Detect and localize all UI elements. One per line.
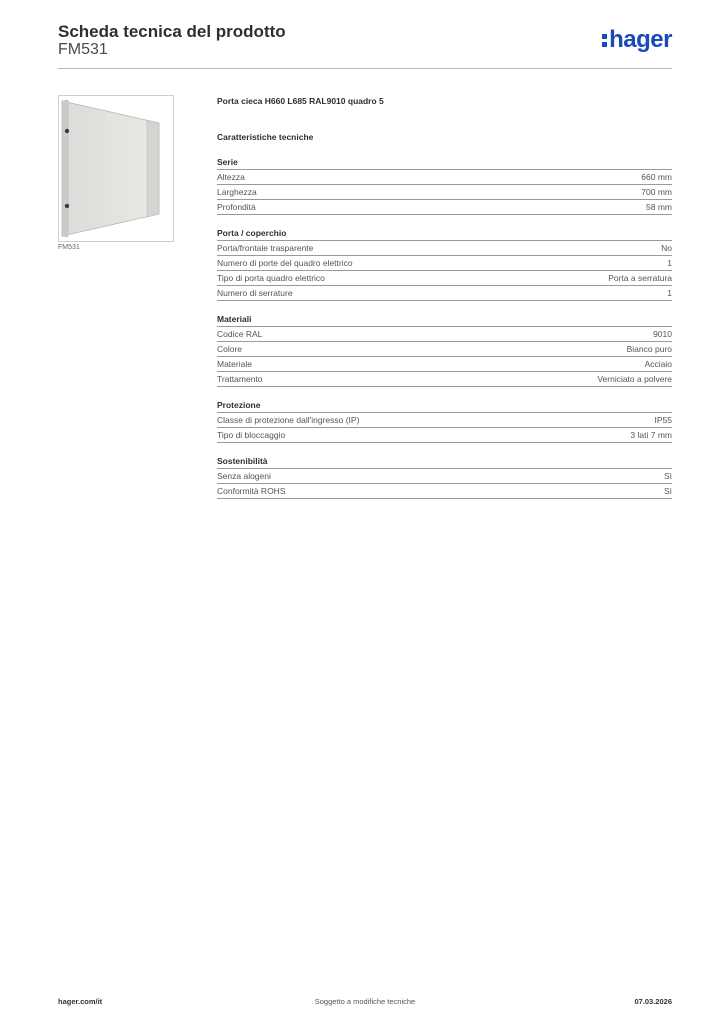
section-title: Serie xyxy=(217,156,672,170)
spec-value: Verniciato a polvere xyxy=(597,374,672,384)
footer-date: 07.03.2026 xyxy=(634,997,672,1006)
spec-value: 660 mm xyxy=(641,172,672,182)
spec-label: Trattamento xyxy=(217,374,263,384)
spec-row xyxy=(217,372,672,387)
spec-row xyxy=(217,428,672,443)
spec-row xyxy=(217,200,672,215)
spec-value: 9010 xyxy=(653,329,672,339)
spec-row xyxy=(217,170,672,185)
spec-row xyxy=(217,469,672,484)
section-title: Materiali xyxy=(217,313,672,327)
spec-section xyxy=(217,156,672,215)
specs-sections xyxy=(217,156,672,499)
spec-row xyxy=(217,271,672,286)
spec-section xyxy=(217,313,672,387)
spec-value: 58 mm xyxy=(646,202,672,212)
section-title: Protezione xyxy=(217,399,672,413)
spec-row xyxy=(217,357,672,372)
section-title: Sostenibilità xyxy=(217,455,672,469)
hager-logo[interactable] xyxy=(602,26,672,54)
product-code: FM531 xyxy=(58,41,108,58)
logo-text: hager xyxy=(609,26,672,53)
spec-label: Numero di porte del quadro elettrico xyxy=(217,258,353,268)
spec-label: Porta/frontale trasparente xyxy=(217,243,314,253)
spec-value: 1 xyxy=(667,258,672,268)
spec-label: Classe di protezione dall'ingresso (IP) xyxy=(217,415,360,425)
spec-label: Materiale xyxy=(217,359,252,369)
specs-heading: Caratteristiche tecniche xyxy=(217,132,314,142)
spec-value: 700 mm xyxy=(641,187,672,197)
spec-row xyxy=(217,342,672,357)
footer-website-link[interactable]: hager.com/it xyxy=(58,997,103,1006)
spec-value: No xyxy=(661,243,672,253)
spec-label: Senza alogeni xyxy=(217,471,271,481)
spec-row xyxy=(217,256,672,271)
spec-row xyxy=(217,413,672,428)
specs-content xyxy=(217,95,672,499)
product-name: Porta cieca H660 L685 RAL9010 quadro 5 xyxy=(217,96,384,106)
cabinet-door-illustration xyxy=(59,96,173,241)
spec-section xyxy=(217,455,672,499)
spec-section xyxy=(217,399,672,443)
spec-row xyxy=(217,185,672,200)
page-footer xyxy=(58,997,672,1011)
spec-label: Tipo di porta quadro elettrico xyxy=(217,273,325,283)
spec-value: Porta a serratura xyxy=(608,273,672,283)
spec-row xyxy=(217,484,672,499)
header-divider xyxy=(58,68,672,69)
spec-section xyxy=(217,227,672,301)
spec-value: 3 lati 7 mm xyxy=(630,430,672,440)
spec-value: IP55 xyxy=(654,415,672,425)
product-image xyxy=(58,95,174,242)
spec-label: Conformità ROHS xyxy=(217,486,286,496)
footer-notice: Soggetto a modifiche tecniche xyxy=(314,997,416,1006)
spec-label: Numero di serrature xyxy=(217,288,293,298)
spec-value: Acciaio xyxy=(644,359,672,369)
spec-label: Larghezza xyxy=(217,187,257,197)
spec-label: Profondità xyxy=(217,202,256,212)
page-title: Scheda tecnica del prodotto xyxy=(58,22,286,41)
spec-label: Altezza xyxy=(217,172,245,182)
spec-label: Colore xyxy=(217,344,243,354)
spec-label: Codice RAL xyxy=(217,329,263,339)
spec-value: Sì xyxy=(663,486,672,496)
section-title: Porta / coperchio xyxy=(217,227,672,241)
page-header xyxy=(58,20,672,70)
spec-row xyxy=(217,241,672,256)
spec-value: Bianco puro xyxy=(626,344,672,354)
spec-row xyxy=(217,286,672,301)
logo-dots-icon xyxy=(602,33,607,48)
spec-value: Sì xyxy=(663,471,672,481)
spec-row xyxy=(217,327,672,342)
spec-label: Tipo di bloccaggio xyxy=(217,430,286,440)
image-caption: FM531 xyxy=(58,244,80,251)
spec-value: 1 xyxy=(667,288,672,298)
